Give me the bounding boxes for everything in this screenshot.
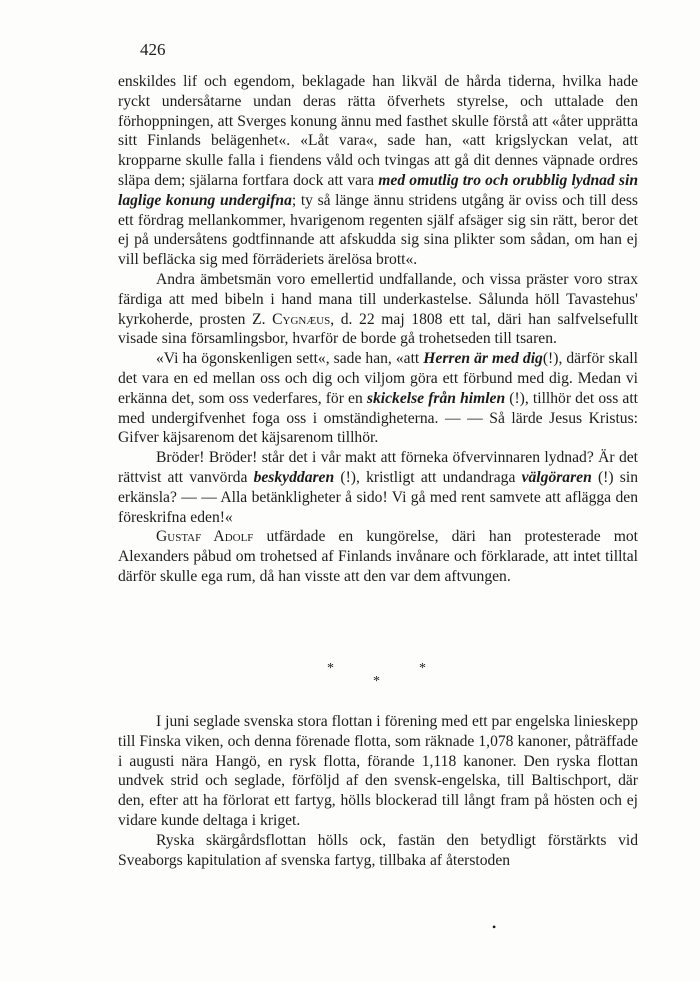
text-run: Ryska skärgårdsflottan hölls ock, fastän den betydligt förstärkts vid Sveaborgs kapitulation af svenska fartyg, tillbaka af återstoden	[118, 831, 638, 869]
text-run: «Vi ha ögonskenligen sett«, sade han, «att	[156, 350, 424, 368]
footer-mark: •	[492, 920, 497, 934]
text-run: välgöraren	[521, 468, 592, 486]
text-run: , d. 22 maj 1808 ett tal, däri han salfvelsefullt visade sina församlingsbor, hvarför de borde gå trohetseden till tsaren.	[118, 310, 638, 348]
body-text-upper	[118, 72, 638, 587]
section-divider-asterism	[300, 661, 460, 691]
text-run: Gustaf Adolf	[156, 528, 254, 546]
text-run: utfärdade en kungörelse, däri han protesterade mot Alexanders påbud om trohetsed af Finlands invånare och förklarade, att intet tilltal därför skulle ega rum, då han visste att den var dem aftvungen.	[118, 528, 638, 585]
asterisk-left: *	[327, 661, 334, 676]
text-run: (!), tillhör det oss att med undergifvenhet foga oss i omständigheterna. — — Så lärde Jesus Kristus: Gifver käjsarenom det käjsarenom tillhör.	[118, 389, 639, 447]
text-run: enskildes lif och egendom, beklagade han likväl de hårda tiderna, hvilka hade ryckt undersåtarne undan deras rätta öfverhets styrelse, och uttalade den förhoppningen, att Sverges konung ännu med fasthet skulle förstå att «åter upprätta sitt Finlands belägenhet«. «Låt vara«, sade han, «att krigslyckan velat, att kropparne skulle falla i fiendens våld och tvingas att gå dit dennes väpnade ordres släpa dem; själarna fortfara dock att vara	[118, 73, 638, 189]
paragraph	[118, 527, 638, 586]
asterisk-bottom: *	[373, 674, 380, 689]
text-run: I juni seglade svenska stora flottan i förening med ett par engelska linieskepp till Finska viken, och denna förenade flotta, som räknade 1,078 kanoner, påträffade i augusti nära Hangö, en rysk flotta, förande 1,118 kanoner. Den ryska flottan undvek strid och seglade, förföljd af den svensk-engelska, till Baltischport, där den, efter att ha förlorat ett fartyg, hölls blockerad till långt fram på hösten och ej vidare kunde deltaga i kriget.	[118, 713, 638, 829]
text-run: Herren är med dig	[423, 350, 543, 368]
paragraph	[118, 72, 638, 270]
body-text-lower	[118, 712, 638, 870]
text-run: ; ty så länge ännu stridens utgång är oviss och till dess ett fördrag mellankommer, hvarigenom regenten själf afsäger sig sin rätt, beror det ej på undersåtens godtfinnande att afskudda sig sina plikter som sådan, om han ej vill befläcka sig med förräderiets ärelösa brott«.	[118, 191, 638, 269]
paragraph	[118, 349, 638, 448]
paragraph	[118, 831, 638, 871]
text-run: med omutlig tro och orubblig lydnad sin laglige konung undergifna	[118, 171, 638, 209]
text-run: Andra ämbetsmän voro emellertid undfallande, och vissa präster voro strax färdiga att med bibeln i hand mana till underkastelse. Sålunda höll Tavastehus' kyrkoherde, prosten Z.	[118, 270, 638, 328]
text-run: (!), därför skall det vara en ed mellan oss och dig och viljom göra ett förbund med dig. Medan vi erkänna det, som oss vederfares, för en	[118, 350, 638, 407]
text-run: Bröder! Bröder! står det i vår makt att förneka öfvervinnaren lydnad? Är det rättvist att vanvörda	[118, 449, 638, 486]
text-run: Cygnæus	[272, 310, 331, 328]
page-number: 426	[140, 40, 166, 59]
text-run: beskyddaren	[253, 468, 335, 486]
text-run: (!), kristligt att undandraga	[334, 468, 522, 486]
asterisk-right: *	[419, 661, 426, 676]
text-run: skickelse från himlen	[366, 389, 506, 407]
text-run: (!) sin erkänsla? — — Alla betänkligheter å sido! Vi gå med rent samvete att aflägga den föreskrifna eden!«	[118, 468, 638, 526]
paragraph	[118, 448, 638, 527]
paragraph	[118, 712, 638, 831]
paragraph	[118, 270, 638, 349]
